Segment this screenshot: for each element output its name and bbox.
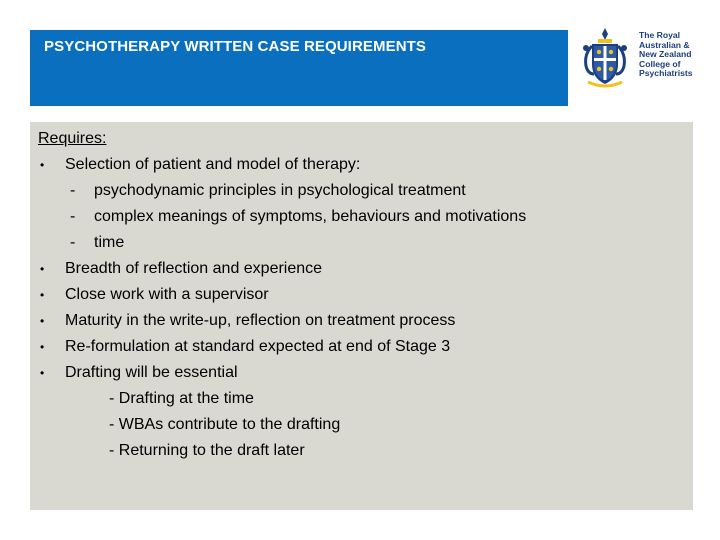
sub-list-item: - psychodynamic principles in psychological treatment [70, 182, 466, 199]
sub-list-item: - time [70, 234, 125, 251]
list-item-text: Close work with a supervisor [65, 286, 269, 303]
college-logo [578, 24, 698, 90]
page-title: PSYCHOTHERAPY WRITTEN CASE REQUIREMENTS [44, 38, 426, 55]
list-item-text: Selection of patient and model of therapy: [65, 156, 361, 173]
bullet-mark: • [40, 340, 45, 354]
header-bar [30, 30, 568, 106]
sub-list-item: - complex meanings of symptoms, behaviours and motivations [70, 208, 527, 225]
note-item: - WBAs contribute to the drafting [109, 416, 341, 433]
note-item: - Drafting at the time [109, 390, 254, 407]
list-item [38, 308, 526, 334]
note-item: - Returning to the draft later [109, 442, 305, 459]
list-item-text: Breadth of reflection and experience [65, 260, 323, 277]
list-item [38, 256, 526, 282]
list-item-text: Re-formulation at standard expected at end of Stage 3 [65, 338, 451, 355]
requires-heading: Requires: [38, 130, 107, 147]
college-name: The Royal Australian & New Zealand College of Psychiatrists [639, 30, 693, 79]
content-panel [30, 122, 693, 510]
requirements-list [38, 126, 526, 464]
list-item [38, 282, 526, 308]
bullet-mark: • [40, 314, 45, 328]
bullet-mark: • [40, 288, 45, 302]
bullet-mark: • [40, 158, 45, 172]
bullet-mark: • [40, 262, 45, 276]
list-item [38, 152, 526, 178]
college-crest-icon [578, 24, 632, 88]
list-item-text: Drafting will be essential [65, 364, 238, 381]
list-item-text: Maturity in the write-up, reflection on treatment process [65, 312, 456, 329]
list-item [38, 334, 526, 360]
list-item [38, 360, 526, 386]
bullet-mark: • [40, 366, 45, 380]
